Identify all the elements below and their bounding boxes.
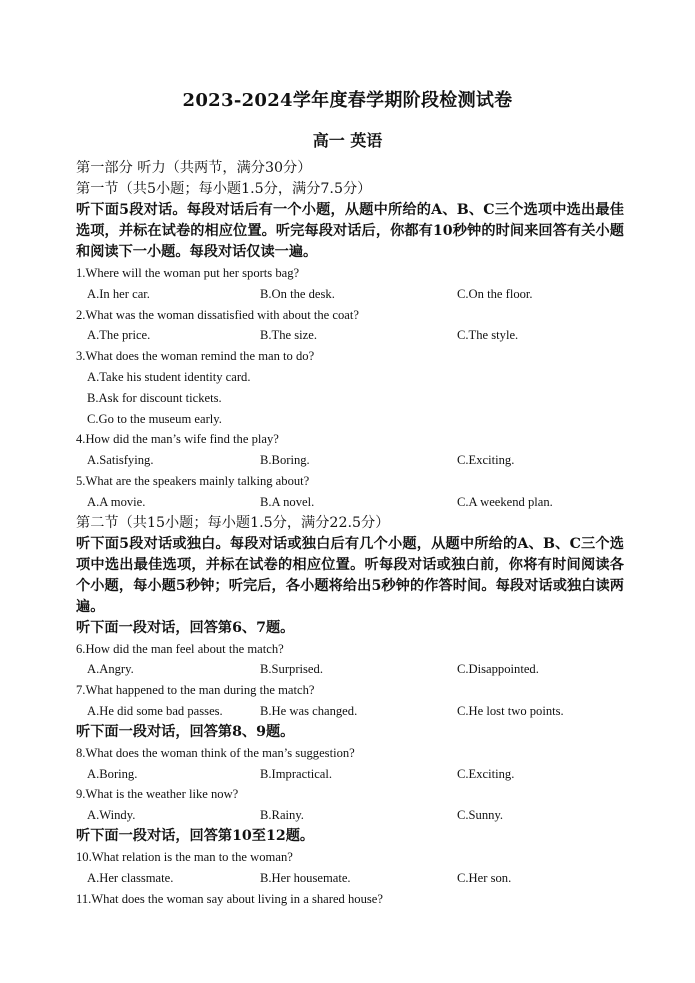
q7-option-a: A.He did some bad passes. <box>87 703 223 718</box>
q4-option-b: B.Boring. <box>260 453 310 468</box>
q2-option-a: A.The price. <box>87 328 151 343</box>
question-4-options <box>76 450 624 471</box>
q5-option-a: A.A movie. <box>87 494 146 509</box>
q5-option-b: B.A novel. <box>260 494 315 509</box>
q9-option-b: B.Rainy. <box>260 808 304 823</box>
q6-option-b: B.Surprised. <box>260 662 323 677</box>
question-9: 9.What is the weather like now? <box>76 787 239 802</box>
section2-instruction: 听下面5段对话或独白。每段对话或独白后有几个小题，从题中所给的A、B、C三个选项中选出最佳选项，并标在试卷的相应位置。听每段对话或独白前，你将有时间阅读各个小题，每小题5秒钟；听完后，各小题将给出5秒钟的作答时间。每段对话或独白读两遍。 <box>76 535 624 615</box>
q7-option-b: B.He was changed. <box>260 703 358 718</box>
exam-content <box>76 158 624 909</box>
q1-option-b: B.On the desk. <box>260 286 335 301</box>
q8-option-a: A.Boring. <box>87 766 138 781</box>
q3-option-b: B.Ask for discount tickets. <box>87 390 222 405</box>
part1-heading: 第一部分 听力（共两节，满分30分） <box>76 160 312 176</box>
q7-option-c: C.He lost two points. <box>457 703 564 718</box>
q5-option-c: C.A weekend plan. <box>457 494 553 509</box>
q2-option-b: B.The size. <box>260 328 318 343</box>
q4-option-a: A.Satisfying. <box>87 453 154 468</box>
question-6-options <box>76 659 624 680</box>
q9-option-c: C.Sunny. <box>457 808 504 823</box>
q1-option-c: C.On the floor. <box>457 286 533 301</box>
q6-option-a: A.Angry. <box>87 662 134 677</box>
page-subtitle: 高一 英语 <box>312 131 383 150</box>
question-3: 3.What does the woman remind the man to do? <box>76 349 315 364</box>
group-note-10-12: 听下面一段对话，回答第10至12题。 <box>76 827 315 844</box>
question-11: 11.What does the woman say about living in a shared house? <box>76 891 383 906</box>
q9-option-a: A.Windy. <box>87 808 136 823</box>
q6-option-c: C.Disappointed. <box>457 662 539 677</box>
question-2-options <box>76 325 624 346</box>
q10-option-c: C.Her son. <box>457 870 512 885</box>
q8-option-b: B.Impractical. <box>260 766 333 781</box>
group-note-8-9: 听下面一段对话，回答第8、9题。 <box>76 723 295 740</box>
question-8-options <box>76 764 624 785</box>
q3-option-a: A.Take his student identity card. <box>87 369 251 384</box>
section1-instruction: 听下面5段对话。每段对话后有一个小题，从题中所给的A、B、C三个选项中选出最佳选项，并标在试卷的相应位置。听完每段对话后，你都有10秒钟的时间来回答有关小题和阅读下一小题。每段对话仅读一遍。 <box>76 202 624 260</box>
question-10: 10.What relation is the man to the woman? <box>76 849 293 864</box>
question-4: 4.How did the man’s wife find the play? <box>76 432 279 447</box>
question-1-options <box>76 284 624 305</box>
section2-heading: 第二节（共15小题；每小题1.5分，满分22.5分） <box>76 514 390 531</box>
q1-option-a: A.In her car. <box>87 286 150 301</box>
question-1: 1.Where will the woman put her sports bag? <box>76 266 300 280</box>
question-5: 5.What are the speakers mainly talking about? <box>76 473 310 488</box>
q3-option-c: C.Go to the museum early. <box>87 411 222 426</box>
q2-option-c: C.The style. <box>457 328 519 343</box>
section1-heading: 第一节（共5小题；每小题1.5分，满分7.5分） <box>76 181 372 197</box>
question-7-options <box>76 701 624 722</box>
q4-option-c: C.Exciting. <box>457 453 515 468</box>
q10-option-b: B.Her housemate. <box>260 870 351 885</box>
question-5-options <box>76 492 624 513</box>
question-8: 8.What does the woman think of the man’s suggestion? <box>76 745 355 760</box>
question-2: 2.What was the woman dissatisfied with about the coat? <box>76 307 359 322</box>
q8-option-c: C.Exciting. <box>457 766 515 781</box>
question-7: 7.What happened to the man during the match? <box>76 683 315 698</box>
question-6: 6.How did the man feel about the match? <box>76 641 284 656</box>
question-9-options <box>76 805 624 826</box>
page-title: 2023-2024学年度春学期阶段检测试卷 <box>182 90 513 111</box>
question-10-options <box>76 868 624 889</box>
group-note-6-7: 听下面一段对话，回答第6、7题。 <box>76 619 295 636</box>
q10-option-a: A.Her classmate. <box>87 870 174 885</box>
